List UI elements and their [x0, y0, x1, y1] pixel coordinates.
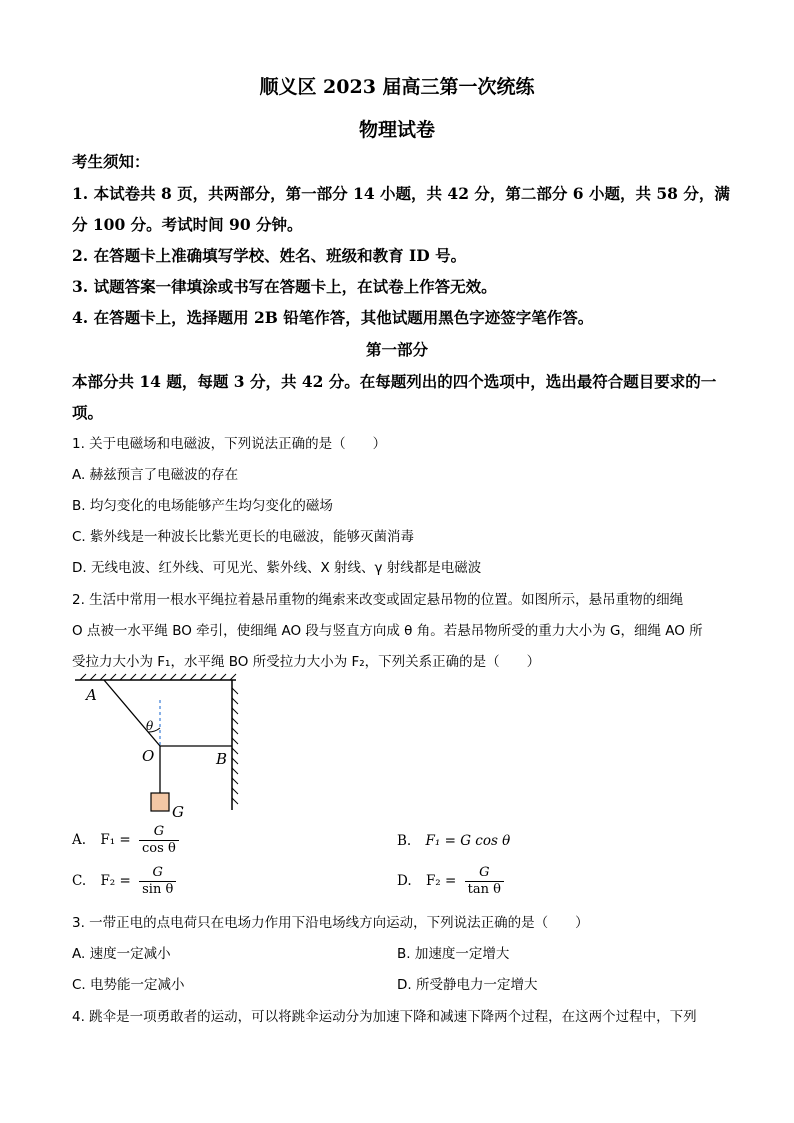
q2-stem-line3: 受拉力大小为 F₁，水平绳 BO 所受拉力大小为 F₂，下列关系正确的是（ ） — [72, 654, 541, 670]
q2-option-c-numerator: G — [139, 865, 176, 882]
label-b: B — [216, 750, 228, 768]
weight-block — [151, 793, 169, 811]
label-theta: θ — [146, 719, 154, 733]
notice-heading: 考生须知： — [72, 152, 150, 171]
q1-option-d: D. 无线电波、红外线、可见光、紫外线、X 射线、γ 射线都是电磁波 — [72, 560, 482, 576]
part1-intro: 本部分共 14 题，每题 3 分，共 42 分。在每题列出的四个选项中，选出最符合题目要求的一 — [72, 372, 717, 391]
q2-option-b-prefix: B. — [397, 833, 412, 849]
rope-ao — [104, 680, 160, 746]
q1-option-a: A. 赫兹预言了电磁波的存在 — [72, 467, 239, 483]
q2-option-d-lhs: F₂ = — [425, 873, 457, 889]
q3-option-c: C. 电势能一定减小 — [72, 977, 185, 993]
q3-stem: 3. 一带正电的点电荷只在电场力作用下沿电场线方向运动，下列说法正确的是（ ） — [72, 915, 589, 931]
q2-option-d-denominator: tan θ — [467, 882, 501, 897]
notice-item: 3. 试题答案一律填涂或书写在答题卡上，在试卷上作答无效。 — [72, 277, 497, 296]
q2-option-c-denominator: sin θ — [142, 882, 174, 897]
q2-option-a-fraction — [139, 824, 179, 857]
q2-option-d-prefix: D. — [397, 873, 412, 889]
ceiling-hatch — [80, 674, 236, 680]
exam-subtitle: 物理试卷 — [358, 119, 435, 141]
q3-option-a: A. 速度一定减小 — [72, 946, 171, 962]
q2-option-b — [397, 833, 510, 849]
q2-option-c-lhs: F₂ = — [100, 873, 131, 889]
notice-item: 分 100 分。考试时间 90 分钟。 — [72, 215, 303, 234]
q3-option-b: B. 加速度一定增大 — [397, 946, 510, 962]
notice-item: 2. 在答题卡上准确填写学校、姓名、班级和教育 ID 号。 — [72, 246, 467, 265]
q1-stem: 1. 关于电磁场和电磁波，下列说法正确的是（ ） — [72, 436, 387, 452]
q2-option-b-expr: F₁ = G cos θ — [425, 833, 511, 849]
q4-stem: 4. 跳伞是一项勇敢者的运动，可以将跳伞运动分为加速下降和减速下降两个过程，在这两个过程中，下列 — [72, 1009, 697, 1025]
q1-option-c: C. 紫外线是一种波长比紫光更长的电磁波，能够灭菌消毒 — [72, 529, 415, 545]
q2-option-a-numerator: G — [139, 824, 179, 841]
q2-option-d-numerator: G — [465, 865, 504, 882]
q2-option-a — [72, 824, 179, 857]
q2-option-a-denominator: cos θ — [142, 841, 176, 856]
q2-option-c-prefix: C. — [72, 873, 87, 889]
q2-option-a-lhs: F₁ = — [100, 832, 131, 848]
label-o: O — [142, 747, 155, 765]
exam-title: 顺义区 2023 届高三第一次统练 — [259, 76, 535, 98]
q2-stem-line1: 2. 生活中常用一根水平绳拉着悬吊重物的绳索来改变或固定悬吊物的位置。如图所示，悬吊重物的细绳 — [72, 592, 684, 608]
part1-heading: 第一部分 — [365, 340, 428, 359]
q2-option-d — [397, 865, 504, 898]
q2-option-c — [72, 865, 176, 898]
q2-stem-line2: O 点被一水平绳 BO 牵引，使细绳 AO 段与竖直方向成 θ 角。若悬吊物所受的重力大小为 G，细绳 AO 所 — [72, 623, 703, 639]
q1-option-b: B. 均匀变化的电场能够产生均匀变化的磁场 — [72, 498, 333, 514]
q2-option-c-fraction — [139, 865, 176, 898]
notice-item: 1. 本试卷共 8 页，共两部分，第一部分 14 小题，共 42 分，第二部分 6 小题，共 58 分，满 — [72, 184, 730, 203]
notice-item: 4. 在答题卡上，选择题用 2B 铅笔作答，其他试题用黑色字迹签字笔作答。 — [72, 308, 594, 327]
q2-option-d-fraction — [465, 865, 504, 898]
wall-hatch — [232, 688, 238, 804]
part1-intro-cont: 项。 — [72, 403, 104, 422]
label-g: G — [172, 803, 184, 821]
q2-option-a-prefix: A. — [72, 832, 87, 848]
q3-option-d: D. 所受静电力一定增大 — [397, 977, 538, 993]
label-a: A — [86, 686, 97, 704]
q2-figure — [70, 672, 250, 822]
